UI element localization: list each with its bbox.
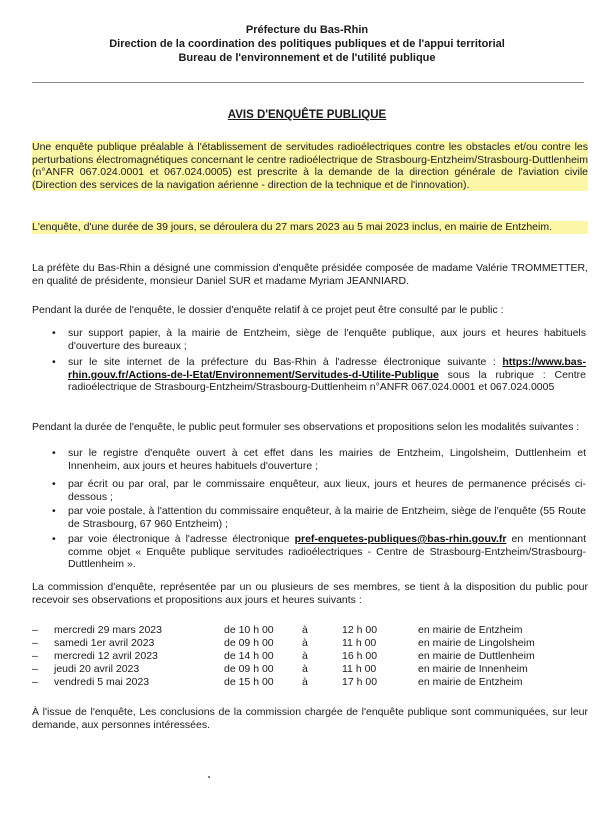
header-bureau: Bureau de l'environnement et de l'utilité publique	[178, 52, 436, 64]
schedule-dash: –	[32, 624, 38, 636]
header-prefecture: Préfecture du Bas-Rhin	[245, 24, 369, 36]
bullet: •	[52, 505, 56, 517]
modalite-email-prefix: par voie électronique à l'adresse électronique	[68, 533, 290, 545]
schedule-a: à	[302, 624, 308, 636]
prefecture-website-link[interactable]: https://www.bas-rhin.gouv.fr/Actions-de-l-Etat/Environnement/Servitudes-d-Utilite-Publique	[68, 356, 586, 381]
modalite-registre: sur le registre d'enquête ouvert à cet effet dans les mairies de Entzheim, Lingolsheim, Duttlenheim et Innenheim, aux jours et heures habituels d'ouverture ;	[68, 447, 586, 472]
modalite-email-suffix: en mentionnant comme objet « Enquête publique servitudes radioélectriques - Centre de Strasbourg-Entzheim/Strasbourg-Duttlenheim ».	[68, 533, 586, 571]
schedule-a: à	[302, 650, 308, 662]
schedule-dash: –	[32, 676, 38, 688]
paragraph-intro: Une enquête publique préalable à l'établissement de servitudes radioélectriques contre les obstacles et/ou contre les perturbations électromagnétiques concernant le centre radioélectrique de Strasbourg-Entzheim/Strasbourg-Duttlenheim (n°ANFR 067.024.0001 et 067.024.0005) est prescrite à la demande de la direction générale de l'aviation civile (Direction des services de la navigation aérienne - direction de la technique et de l'innovation).	[32, 141, 588, 191]
schedule-day: jeudi 20 avril 2023	[54, 663, 140, 675]
bullet: •	[52, 447, 56, 459]
page-title: AVIS D'ENQUÊTE PUBLIQUE	[227, 109, 387, 121]
paragraph-observations: Pendant la durée de l'enquête, le public peut formuler ses observations et propositions selon les modalités suivantes :	[32, 421, 580, 433]
schedule-a: à	[302, 663, 308, 675]
schedule-row	[32, 676, 592, 689]
schedule-row	[32, 663, 592, 676]
schedule-to: 11 h 00	[342, 663, 377, 675]
header-divider	[32, 82, 584, 83]
schedule-row	[32, 637, 592, 650]
schedule-row	[32, 624, 592, 637]
schedule-place: en mairie de Duttlenheim	[418, 650, 535, 662]
schedule-a: à	[302, 676, 308, 688]
schedule-place: en mairie de Lingolsheim	[418, 637, 535, 649]
schedule-to: 12 h 00	[342, 624, 378, 636]
bullet: •	[52, 533, 56, 545]
schedule-a: à	[302, 637, 308, 649]
schedule-to: 17 h 00	[342, 676, 378, 688]
schedule-from: de 15 h 00	[224, 676, 274, 688]
schedule-to: 16 h 00	[342, 650, 378, 662]
consult-website-suffix: sous la rubrique : Centre radioélectrique de Strasbourg-Entzheim/Strasbourg-Duttlenheim n°ANFR 067.024.0001 et 067.024.0005	[68, 368, 586, 394]
modalite-oral: par écrit ou par oral, par le commissaire enquêteur, aux lieux, jours et heures de permanence précisés ci-dessous ;	[68, 478, 586, 503]
schedule-to: 11 h 00	[342, 637, 377, 649]
bullet: •	[52, 356, 56, 368]
header-direction: Direction de la coordination des politiques publiques et de l'appui territorial	[109, 38, 505, 50]
schedule-dash: –	[32, 650, 38, 662]
schedule-day: vendredi 5 mai 2023	[54, 676, 150, 688]
schedule-from: de 09 h 00	[224, 637, 274, 649]
schedule-day: samedi 1er avril 2023	[54, 637, 155, 649]
modalite-postale: par voie postale, à l'attention du commissaire enquêteur, à la mairie de Entzheim, siège de l'enquête (55 Route de Strasbourg, 67 960 Entzheim) ;	[68, 505, 586, 530]
schedule-row	[32, 650, 592, 663]
schedule-dash: –	[32, 663, 38, 675]
schedule-day: mercredi 29 mars 2023	[54, 624, 162, 636]
consult-item-website	[68, 356, 586, 394]
schedule-from: de 10 h 00	[224, 624, 274, 636]
paragraph-permanences: La commission d'enquête, représentée par un ou plusieurs de ses membres, se tient à la disposition du public pour recevoir ses observations et propositions aux jours et heures suivants :	[32, 581, 588, 606]
paragraph-duration: L'enquête, d'une durée de 39 jours, se déroulera du 27 mars 2023 au 5 mai 2023 inclus, en mairie de Entzheim.	[32, 221, 588, 234]
schedule-from: de 14 h 00	[224, 650, 274, 662]
scan-speck	[208, 776, 210, 778]
consult-website-prefix: sur le site internet de la préfecture du Bas-Rhin à l'adresse électronique suivante :	[68, 356, 496, 368]
paragraph-commission: La préfète du Bas-Rhin a désigné une commission d'enquête présidée composée de madame Valérie TROMMETTER, en qualité de présidente, monsieur Daniel SUR et madame Myriam JEANNIARD.	[32, 262, 588, 287]
email-link[interactable]: pref-enquetes-publiques@bas-rhin.gouv.fr	[294, 533, 507, 545]
schedule-place: en mairie de Entzheim	[418, 676, 523, 688]
schedule-place: en mairie de Innenheim	[418, 663, 528, 675]
paragraph-consultation: Pendant la durée de l'enquête, le dossier d'enquête relatif à ce projet peut être consulté par le public :	[32, 304, 504, 316]
modalite-electronique	[68, 533, 586, 571]
paragraph-conclusion: À l'issue de l'enquête, Les conclusions de la commission chargée de l'enquête publique sont communiquées, sur leur demande, aux personnes intéressées.	[32, 706, 588, 731]
bullet: •	[52, 478, 56, 490]
schedule-from: de 09 h 00	[224, 663, 274, 675]
schedule-place: en mairie de Entzheim	[418, 624, 523, 636]
bullet: •	[52, 327, 56, 339]
consult-item-paper: sur support papier, à la mairie de Entzheim, siège de l'enquête publique, aux jours et heures habituels d'ouverture des bureaux ;	[68, 327, 586, 352]
schedule-dash: –	[32, 637, 38, 649]
schedule-day: mercredi 12 avril 2023	[54, 650, 158, 662]
